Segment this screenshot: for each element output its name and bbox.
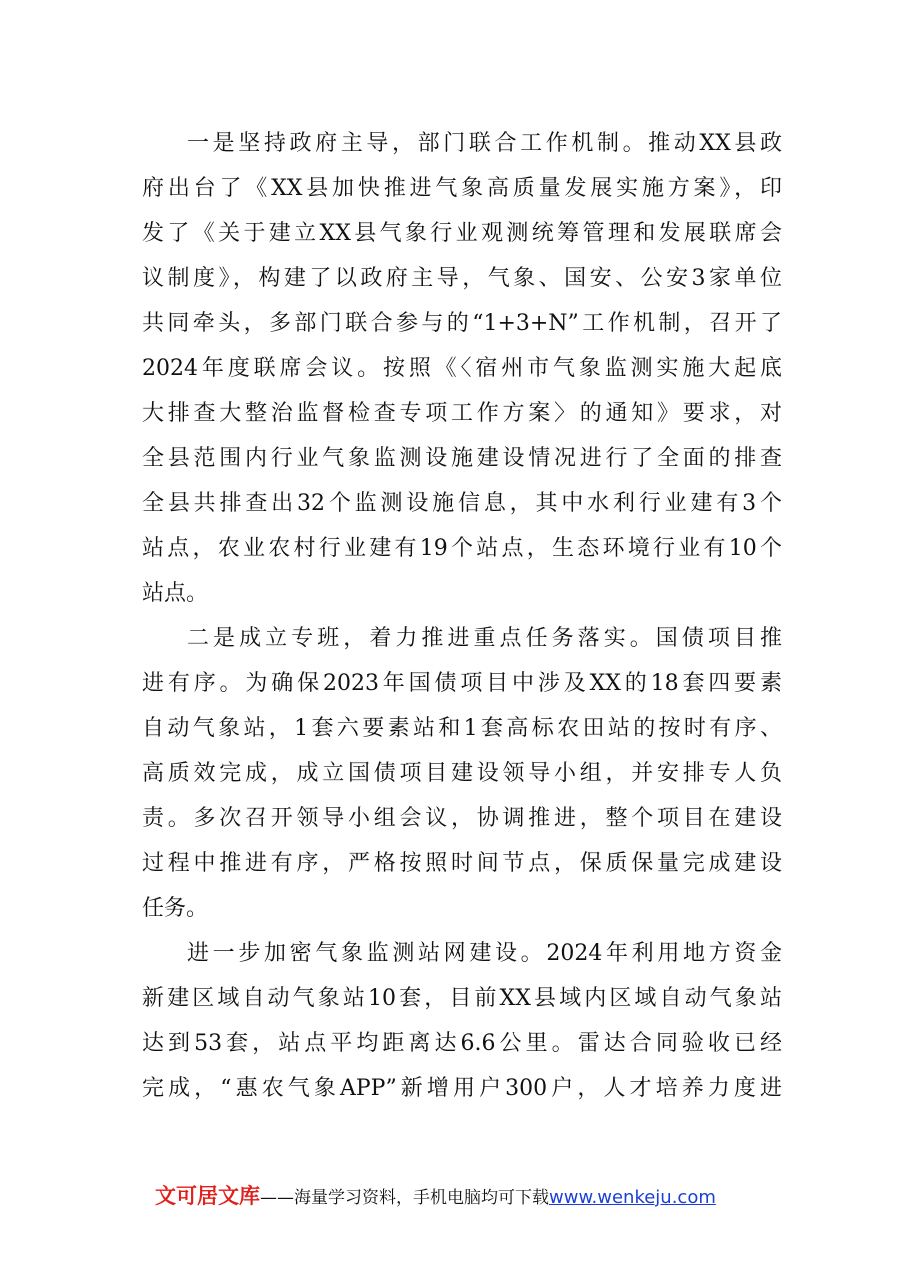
footer-site-link[interactable]: www.wenkeju.com <box>549 1187 716 1208</box>
text-line: 2024年度联席会议。按照《〈宿州市气象监测实施大起底 <box>142 356 782 381</box>
text-line: 二是成立专班，着力推进重点任务落实。国债项目推 <box>187 626 782 651</box>
text-line: 任务。 <box>142 896 209 921</box>
text-line: 高质效完成，成立国债项目建设领导小组，并安排专人负 <box>142 761 782 786</box>
text-line: 责。多次召开领导小组会议，协调推进，整个项目在建设 <box>142 806 782 831</box>
text-line: 过程中推进有序，严格按照时间节点，保质保量完成建设 <box>142 851 782 876</box>
text-line: 完成，“惠农气象APP”新增用户300户，人才培养力度进 <box>142 1076 782 1101</box>
footer-tagline: ——海量学习资料，手机电脑均可下载 <box>260 1188 549 1208</box>
text-line: 进有序。为确保2023年国债项目中涉及XX的18套四要素 <box>142 671 782 696</box>
text-line: 议制度》，构建了以政府主导，气象、国安、公安3家单位 <box>142 266 782 291</box>
text-line: 达到53套，站点平均距离达6.6公里。雷达合同验收已经 <box>142 1031 782 1056</box>
footer-brand: 文可居文库 <box>155 1184 260 1208</box>
text-line: 大排查大整治监督检查专项工作方案〉的通知》要求，对 <box>142 401 782 426</box>
text-line: 自动气象站，1套六要素站和1套高标农田站的按时有序、 <box>142 716 782 741</box>
text-line: 府出台了《XX县加快推进气象高质量发展实施方案》，印 <box>142 176 782 201</box>
text-line: 发了《关于建立XX县气象行业观测统筹管理和发展联席会 <box>142 221 782 246</box>
footer-banner <box>155 1178 716 1214</box>
text-line: 全县范围内行业气象监测设施建设情况进行了全面的排查 <box>142 446 782 471</box>
text-line: 全县共排查出32个监测设施信息，其中水利行业建有3个 <box>142 491 782 516</box>
text-line: 一是坚持政府主导，部门联合工作机制。推动XX县政 <box>187 131 782 156</box>
text-line: 站点。 <box>142 581 209 606</box>
text-line: 新建区域自动气象站10套，目前XX县域内区域自动气象站 <box>142 986 782 1011</box>
text-line: 共同牵头，多部门联合参与的“1+3+N”工作机制，召开了 <box>142 311 782 336</box>
text-line: 站点，农业农村行业建有19个站点，生态环境行业有10个 <box>142 536 782 561</box>
text-line: 进一步加密气象监测站网建设。2024年利用地方资金 <box>187 941 782 966</box>
